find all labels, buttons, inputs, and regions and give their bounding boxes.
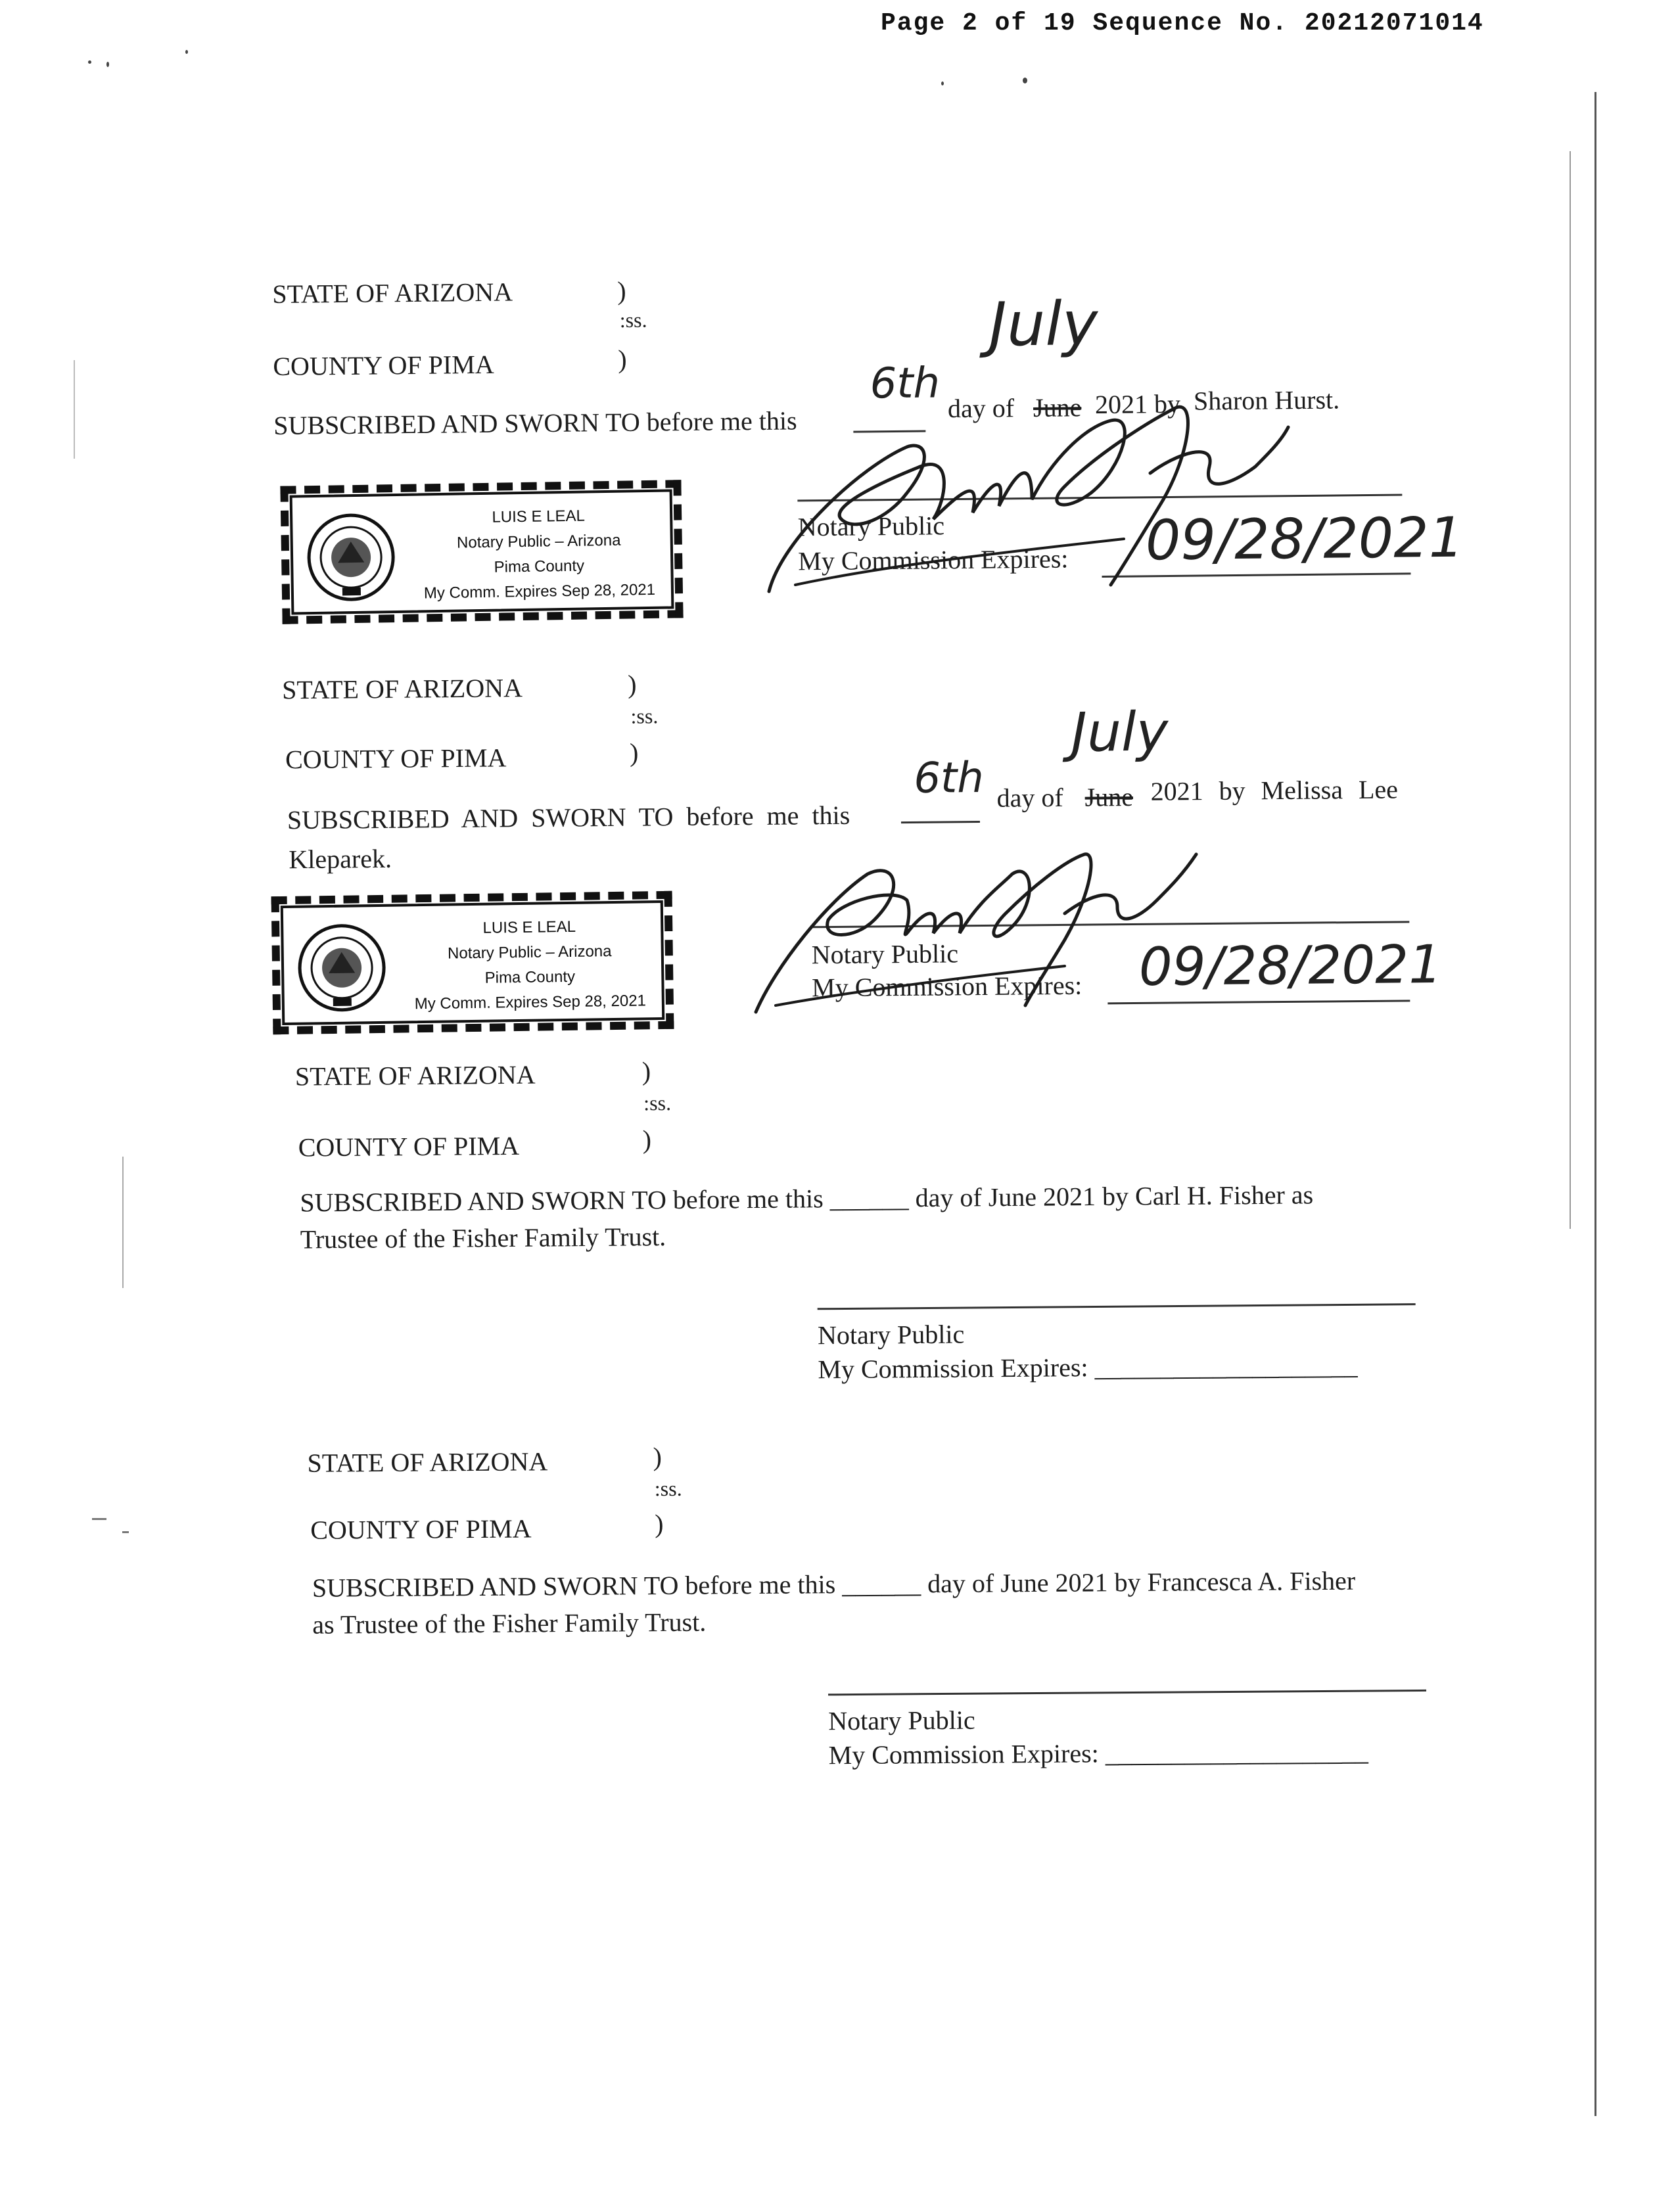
scan-speck xyxy=(1023,78,1027,83)
year-by-text: 2021 by xyxy=(1094,388,1181,420)
signer-name-continued: Kleparek. xyxy=(289,843,392,875)
commission-expires-label: My Commission Expires: xyxy=(798,543,1069,576)
notary-stamp-1 xyxy=(280,480,683,624)
paren: ) xyxy=(627,669,637,699)
sworn-text-continued: Trustee of the Fisher Family Trust. xyxy=(300,1222,666,1255)
sworn-text-continued: as Trustee of the Fisher Family Trust. xyxy=(312,1607,707,1640)
ss-label: :ss. xyxy=(654,1476,682,1501)
notary-public-label: Notary Public xyxy=(817,1319,965,1350)
state-label: STATE OF ARIZONA xyxy=(281,673,523,705)
sworn-text: SUBSCRIBED AND SWORN TO before me this xyxy=(273,405,797,441)
left-margin-artifact xyxy=(74,360,75,459)
commission-expires-label: My Commission Expires: ____________________ xyxy=(828,1736,1368,1770)
stamp-notary-title: Notary Public – Arizona xyxy=(456,531,621,552)
stamp-notary-title: Notary Public – Arizona xyxy=(447,942,612,963)
paren: ) xyxy=(629,737,639,768)
day-of-text: day of xyxy=(996,782,1063,813)
notary-signature-2 xyxy=(749,815,1209,1025)
stamp-text xyxy=(404,913,655,1017)
paren: ) xyxy=(642,1124,652,1155)
sworn-text: SUBSCRIBED AND SWORN TO before me this xyxy=(287,800,850,835)
paren: ) xyxy=(641,1056,651,1086)
page-right-edge-2 xyxy=(1570,151,1571,1229)
paren: ) xyxy=(655,1509,664,1539)
notary-stamp-2 xyxy=(271,891,674,1034)
scan-speck xyxy=(185,50,188,54)
commission-expires-label: My Commission Expires: xyxy=(811,970,1082,1003)
notary-public-label: Notary Public xyxy=(828,1705,975,1736)
stamp-text xyxy=(413,503,664,607)
ss-label: :ss. xyxy=(643,1091,672,1115)
sworn-text: SUBSCRIBED AND SWORN TO before me this ______ day of June 2021 by Carl H. Fisher as xyxy=(300,1180,1314,1218)
state-label: STATE OF ARIZONA xyxy=(294,1059,536,1092)
handwritten-month: July xyxy=(1071,701,1169,764)
scan-speck xyxy=(106,62,109,67)
stamp-expiration: My Comm. Expires Sep 28, 2021 xyxy=(423,580,656,603)
paren: ) xyxy=(617,275,626,306)
handwritten-expiration: 09/28/2021 xyxy=(1145,505,1464,573)
handwritten-month: July xyxy=(989,288,1098,360)
scan-speck xyxy=(941,81,944,85)
notary-signature-line xyxy=(818,1303,1416,1310)
paren: ) xyxy=(618,344,627,374)
ss-label: :ss. xyxy=(630,704,659,728)
handwritten-expiration: 09/28/2021 xyxy=(1138,933,1443,998)
stamp-county: Pima County xyxy=(494,557,585,576)
year-by-text: 2021 by Melissa Lee xyxy=(1150,774,1399,806)
struck-month: June xyxy=(1033,392,1082,423)
stamp-expiration: My Comm. Expires Sep 28, 2021 xyxy=(414,992,647,1013)
sworn-text: SUBSCRIBED AND SWORN TO before me this ______ day of June 2021 by Francesca A. Fisher xyxy=(312,1565,1356,1603)
state-label: STATE OF ARIZONA xyxy=(272,277,513,310)
page-right-edge xyxy=(1595,92,1596,2116)
stamp-county: Pima County xyxy=(484,967,576,987)
notary-signature-1 xyxy=(756,368,1295,618)
scan-speck xyxy=(88,60,91,64)
left-margin-artifact xyxy=(122,1157,124,1288)
left-margin-artifact xyxy=(122,1531,129,1533)
commission-expires-label: My Commission Expires: ____________________ xyxy=(818,1350,1358,1385)
notary-public-label: Notary Public xyxy=(811,938,959,970)
paren: ) xyxy=(653,1442,662,1472)
stamp-notary-name: LUIS E LEAL xyxy=(482,917,576,937)
county-label: COUNTY OF PIMA xyxy=(273,349,494,382)
handwritten-day: 6th xyxy=(870,359,941,409)
county-label: COUNTY OF PIMA xyxy=(310,1513,532,1545)
stamp-notary-name: LUIS E LEAL xyxy=(492,507,586,526)
county-label: COUNTY OF PIMA xyxy=(285,743,507,775)
day-of-text: day of xyxy=(947,393,1015,424)
state-label: STATE OF ARIZONA xyxy=(307,1446,548,1478)
left-margin-artifact xyxy=(92,1518,106,1520)
county-label: COUNTY OF PIMA xyxy=(298,1130,520,1163)
handwritten-day: 6th xyxy=(914,753,985,803)
great-seal-icon xyxy=(304,511,398,604)
ss-label: :ss. xyxy=(619,308,647,332)
notary-public-label: Notary Public xyxy=(797,511,945,542)
signer-name: Sharon Hurst. xyxy=(1193,384,1340,416)
great-seal-icon xyxy=(295,921,388,1015)
notary-signature-line xyxy=(828,1690,1426,1695)
struck-month: June xyxy=(1084,782,1134,812)
page-sequence-header: Page 2 of 19 Sequence No. 20212071014 xyxy=(881,9,1484,37)
